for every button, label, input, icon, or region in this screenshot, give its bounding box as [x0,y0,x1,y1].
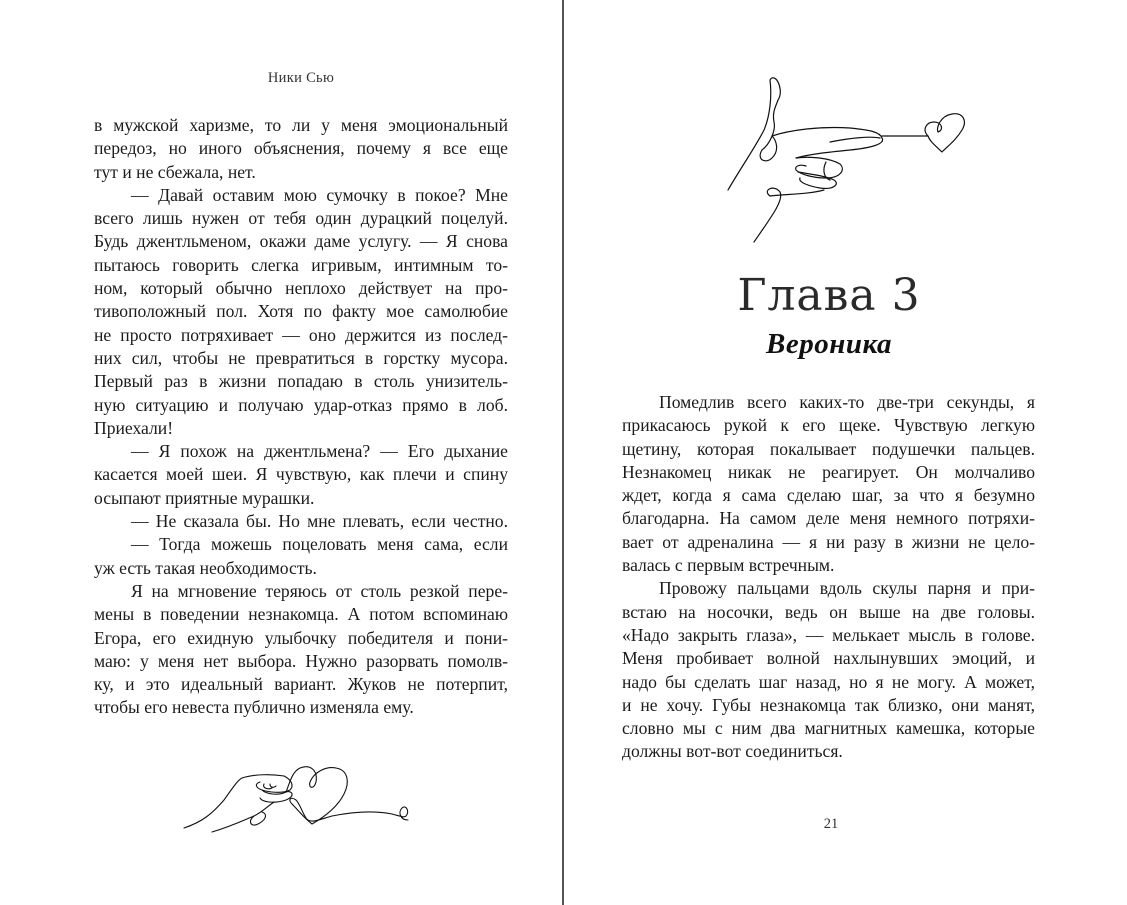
text-line: Первый раз в жизни попадаю в столь унизитель- [94,371,508,392]
left-page-body [94,114,508,720]
text-line: Приехали! [94,417,174,438]
text-line: «Надо закрыть глаза», — мелькает мысль в голове. [622,624,1035,645]
text-line: Помедлив всего каких-то две-три секунды, я [659,392,1035,412]
text-line: них сил, чтобы не превратиться в горстку мусора. [94,347,508,368]
text-line: ную ситуацию и получаю удар-отказ прямо в лоб. [94,394,508,415]
text-line: ку, и это идеальный вариант. Жуков не потерпит, [94,674,508,695]
text-line: вает от адреналина — я ни разу в жизни не цело- [622,531,1035,552]
text-line: — Я похож на джентльмена? — Его дыхание [131,441,508,462]
chapter-heading: Глава 3 [737,270,921,321]
text-line: Будь джентльменом, окажи даме услугу. — Я снова [94,231,508,252]
text-line: тивоположный пол. Хотя по факту мое самолюбие [94,301,508,322]
hand-holding-heart-icon [182,762,412,840]
right-page [564,0,1127,905]
text-line: встаю на носочки, ведь он выше на две головы. [622,601,1035,622]
text-line: передоз, но иного объяснения, почему я все еще [94,138,508,159]
text-line: Незнакомец никак не реагирует. Он молчаливо [622,461,1035,482]
hand-pointing-heart-icon [700,66,1000,266]
text-line: щетину, которая покалывает подушечки пальцев. [622,438,1035,459]
text-line: касается моей шеи. Я чувствую, как плечи и спину [94,464,508,485]
text-line: осыпают приятные мурашки. [94,487,315,508]
text-line: и не хочу. Губы незнакомца так близко, они манят, [622,694,1035,715]
right-page-body [622,391,1035,764]
text-line: благодарна. На самом деле меня немного потряхи- [622,508,1035,529]
text-line: словно мы с ним два магнитных камешка, которые [622,718,1035,739]
text-line: мены в поведении незнакомца. А потом вспоминаю [94,604,508,625]
text-line: всего лишь нужен от тебя один дурацкий поцелуй. [94,208,508,229]
text-line: прикасаюсь рукой к его щеке. Чувствую легкую [622,415,1035,436]
text-line: валась с первым встречным. [622,555,835,576]
text-line: ном, который обычно неплохо действует на про- [94,278,508,299]
text-line: — Давай оставим мою сумочку в покое? Мне [131,184,508,205]
text-line: чтобы его невеста публично изменяла ему. [94,697,414,718]
text-line: должны вот-вот соединиться. [622,741,843,762]
page-number: 21 [823,816,839,832]
text-line: ждет, когда я сама сделаю шаг, за что я безумно [622,485,1035,506]
text-line: — Не сказала бы. Но мне плевать, если честно. [131,511,508,532]
text-line: пытаюсь говорить слегка игривым, интимным то- [94,254,508,275]
text-line: — Тогда можешь поцеловать меня сама, если [131,534,508,555]
running-head-author: Ники Сью [267,70,335,86]
text-line: тут и не сбежала, нет. [94,161,256,182]
chapter-subtitle: Вероника [766,328,892,360]
text-line: Егора, его ехидную улыбочку победителя и пони- [94,627,508,648]
text-line: в мужской харизме, то ли у меня эмоциональный [94,115,508,135]
text-line: Я на мгновение теряюсь от столь резкой пере- [131,580,508,601]
text-line: маю: у меня нет выбора. Нужно разорвать помолв- [94,650,508,671]
text-line: уж есть такая необходимость. [94,557,317,578]
text-line: не просто потряхивает — оно держится из послед- [94,324,508,345]
text-line: Меня пробивает волной нахлынувших эмоций, и [622,648,1035,669]
left-page [0,0,562,905]
text-line: Провожу пальцами вдоль скулы парня и при- [659,578,1035,599]
text-line: надо бы сделать шаг назад, но я не могу. А может, [622,671,1035,692]
